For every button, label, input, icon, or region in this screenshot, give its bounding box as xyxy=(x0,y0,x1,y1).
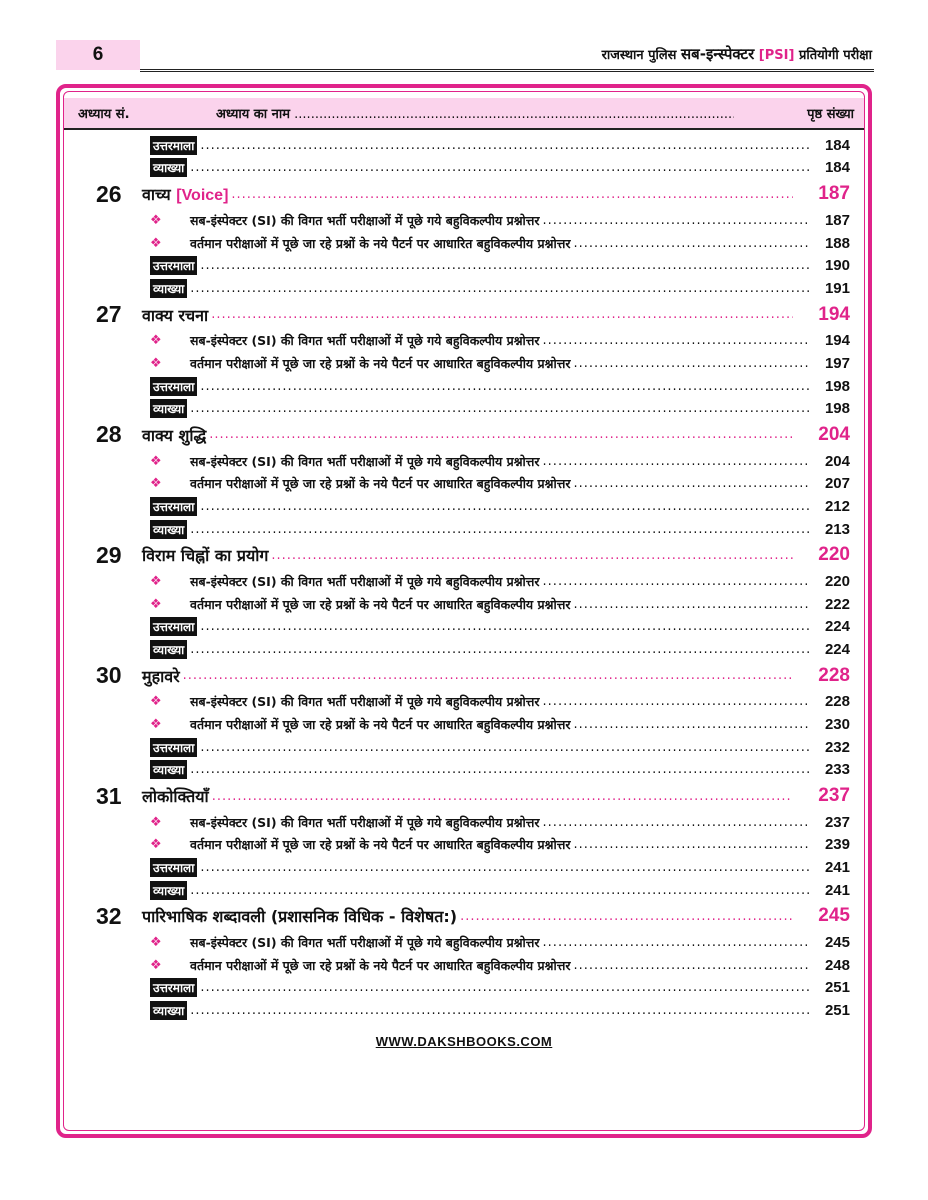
page-ref: 241 xyxy=(824,859,850,877)
table-of-contents xyxy=(96,134,850,1022)
header-rule xyxy=(140,69,874,72)
diamond-bullet-icon: ❖ xyxy=(150,333,162,349)
book-title-prefix: राजस्थान पुलिस xyxy=(601,48,677,63)
page-ref: 228 xyxy=(824,693,850,711)
page-ref: 251 xyxy=(824,1002,850,1020)
diamond-bullet-icon: ❖ xyxy=(150,212,162,228)
page-ref: 212 xyxy=(824,497,850,515)
toc-row-previous-exam-questions[interactable] xyxy=(96,811,850,834)
subtopic-label: वर्तमान परीक्षाओं में पूछे जा रहे प्रश्नों के नये पैटर्न पर आधारित बहुविकल्पीय प्रश्नोत्तर xyxy=(190,717,571,733)
page-ref: 190 xyxy=(824,257,850,275)
chapter-page: 204 xyxy=(818,423,850,445)
chapter-title xyxy=(142,785,209,807)
toc-row-new-pattern-questions[interactable] xyxy=(96,352,850,375)
toc-row-new-pattern-questions[interactable] xyxy=(96,473,850,496)
book-title-main: सब-इन्स्पेक्टर xyxy=(681,45,755,63)
diamond-bullet-icon: ❖ xyxy=(150,935,162,951)
chapter-number: 29 xyxy=(96,541,122,568)
dot-leader xyxy=(211,307,793,322)
chapter-title xyxy=(142,905,457,927)
dot-leader xyxy=(200,619,809,634)
explanation-tag: व्याख्या xyxy=(150,279,187,298)
dot-leader xyxy=(573,236,809,251)
chapter-title xyxy=(142,424,206,446)
subtopic-label: वर्तमान परीक्षाओं में पूछे जा रहे प्रश्नों के नये पैटर्न पर आधारित बहुविकल्पीय प्रश्नोत्तर xyxy=(190,837,571,853)
chapter-page: 194 xyxy=(818,303,850,325)
diamond-bullet-icon: ❖ xyxy=(150,355,162,371)
dot-leader xyxy=(190,160,809,175)
page-ref: 251 xyxy=(824,979,850,997)
chapter-heading[interactable] xyxy=(96,901,850,931)
page-ref: 245 xyxy=(824,934,850,952)
dot-leader xyxy=(212,789,793,804)
column-chapter-number: अध्याय सं. xyxy=(78,107,130,122)
dot-leader xyxy=(190,762,809,777)
toc-row-previous-exam-questions[interactable] xyxy=(96,450,850,473)
dot-leader xyxy=(231,187,793,202)
chapter-heading[interactable] xyxy=(96,661,850,691)
explanation-tag: व्याख्या xyxy=(150,760,187,779)
dot-leader xyxy=(543,815,809,830)
chapter-number: 28 xyxy=(96,421,122,448)
chapter-heading[interactable] xyxy=(96,781,850,811)
dot-leader xyxy=(200,379,809,394)
answers-tag: उत्तरमाला xyxy=(150,497,197,516)
chapter-page: 228 xyxy=(818,664,850,686)
chapter-title xyxy=(142,665,180,687)
dot-leader xyxy=(543,694,809,709)
dot-leader xyxy=(183,668,793,683)
page-number: 6 xyxy=(56,40,140,70)
dot-leader xyxy=(573,356,809,371)
page-ref: 184 xyxy=(824,159,850,177)
dot-leader xyxy=(460,909,793,924)
dot-leader xyxy=(271,548,793,563)
chapter-title-text: वाक्य शुद्धि xyxy=(142,425,207,445)
footer-url[interactable]: WWW.DAKSHBOOKS.COM xyxy=(375,1034,553,1049)
page-ref: 184 xyxy=(824,136,850,154)
chapter-heading[interactable] xyxy=(96,420,850,450)
toc-row-answers[interactable] xyxy=(96,134,850,157)
chapter-number: 27 xyxy=(96,301,122,328)
subtopic-label: सब-इंस्पेक्टर (SI) की विगत भर्ती परीक्षाओं में पूछे गये बहुविकल्पीय प्रश्नोत्तर xyxy=(190,694,540,710)
toc-row-previous-exam-questions[interactable] xyxy=(96,330,850,353)
page-header xyxy=(56,40,874,73)
column-header xyxy=(64,98,864,130)
dot-leader xyxy=(190,522,809,537)
dot-leader xyxy=(573,837,809,852)
subtopic-label: वर्तमान परीक्षाओं में पूछे जा रहे प्रश्नों के नये पैटर्न पर आधारित बहुविकल्पीय प्रश्नोत्तर xyxy=(190,957,571,973)
toc-row-answers[interactable] xyxy=(96,977,850,1000)
chapter-number: 31 xyxy=(96,782,122,809)
subtopic-label: सब-इंस्पेक्टर (SI) की विगत भर्ती परीक्षाओं में पूछे गये बहुविकल्पीय प्रश्नोत्तर xyxy=(190,574,540,590)
subtopic-label: वर्तमान परीक्षाओं में पूछे जा रहे प्रश्नों के नये पैटर्न पर आधारित बहुविकल्पीय प्रश्नोत्तर xyxy=(190,355,571,371)
toc-row-new-pattern-questions[interactable] xyxy=(96,232,850,255)
toc-row-explanation[interactable] xyxy=(96,758,850,781)
page-ref: 248 xyxy=(824,956,850,974)
explanation-tag: व्याख्या xyxy=(150,520,187,539)
chapter-title-text: पारिभाषिक शब्दावली (प्रशासनिक विधिक - विशेषत:) xyxy=(142,907,458,927)
dot-leader xyxy=(190,281,809,296)
page-ref: 197 xyxy=(824,354,850,372)
page-ref: 198 xyxy=(824,400,850,418)
page-ref: 233 xyxy=(824,761,850,779)
subtopic-label: सब-इंस्पेक्टर (SI) की विगत भर्ती परीक्षाओं में पूछे गये बहुविकल्पीय प्रश्नोत्तर xyxy=(190,453,540,469)
toc-row-new-pattern-questions[interactable] xyxy=(96,954,850,977)
diamond-bullet-icon: ❖ xyxy=(150,235,162,251)
toc-row-answers[interactable] xyxy=(96,495,850,518)
chapter-heading[interactable] xyxy=(96,179,850,209)
diamond-bullet-icon: ❖ xyxy=(150,814,162,830)
page-ref: 224 xyxy=(824,618,850,636)
toc-row-explanation[interactable] xyxy=(96,518,850,541)
subtopic-label: सब-इंस्पेक्टर (SI) की विगत भर्ती परीक्षाओं में पूछे गये बहुविकल्पीय प्रश्नोत्तर xyxy=(190,814,540,830)
chapter-page: 245 xyxy=(818,905,850,927)
toc-row-new-pattern-questions[interactable] xyxy=(96,713,850,736)
explanation-tag: व्याख्या xyxy=(150,640,187,659)
answers-tag: उत्तरमाला xyxy=(150,617,197,636)
toc-row-previous-exam-questions[interactable] xyxy=(96,209,850,232)
toc-row-explanation[interactable] xyxy=(96,999,850,1022)
page-ref: 207 xyxy=(824,475,850,493)
dot-leader xyxy=(543,213,809,228)
diamond-bullet-icon: ❖ xyxy=(150,476,162,492)
page-ref: 241 xyxy=(824,881,850,899)
dot-leader xyxy=(190,883,809,898)
chapter-title-text: लोकोक्तियाँ xyxy=(142,787,209,807)
toc-row-answers[interactable] xyxy=(96,736,850,759)
chapter-number: 32 xyxy=(96,902,122,929)
dot-leader xyxy=(543,454,809,469)
toc-row-explanation[interactable] xyxy=(96,638,850,661)
diamond-bullet-icon: ❖ xyxy=(150,453,162,469)
diamond-bullet-icon: ❖ xyxy=(150,574,162,590)
dot-leader xyxy=(190,1003,809,1018)
chapter-page: 187 xyxy=(818,183,850,205)
diamond-bullet-icon: ❖ xyxy=(150,596,162,612)
toc-row-previous-exam-questions[interactable] xyxy=(96,570,850,593)
explanation-tag: व्याख्या xyxy=(150,1001,187,1020)
subtopic-label: वर्तमान परीक्षाओं में पूछे जा रहे प्रश्नों के नये पैटर्न पर आधारित बहुविकल्पीय प्रश्नोत्तर xyxy=(190,235,571,251)
chapter-title xyxy=(142,183,228,205)
dot-leader xyxy=(543,333,809,348)
toc-row-new-pattern-questions[interactable] xyxy=(96,834,850,857)
chapter-page: 220 xyxy=(818,544,850,566)
book-title-tag: [PSI] xyxy=(758,48,795,63)
page-ref: 232 xyxy=(824,738,850,756)
chapter-title xyxy=(142,544,268,566)
explanation-tag: व्याख्या xyxy=(150,399,187,418)
column-page-number: पृष्ठ संख्या xyxy=(803,104,854,122)
page-ref: 191 xyxy=(824,279,850,297)
book-title-suffix: प्रतियोगी परीक्षा xyxy=(798,48,872,63)
dot-leader xyxy=(209,427,793,442)
dot-leader xyxy=(200,499,809,514)
subtopic-label: सब-इंस्पेक्टर (SI) की विगत भर्ती परीक्षाओं में पूछे गये बहुविकल्पीय प्रश्नोत्तर xyxy=(190,212,540,228)
dot-leader xyxy=(543,935,809,950)
answers-tag: उत्तरमाला xyxy=(150,256,197,275)
dot-leader xyxy=(190,642,809,657)
toc-row-previous-exam-questions[interactable] xyxy=(96,931,850,954)
page-ref: 237 xyxy=(824,813,850,831)
page-ref: 239 xyxy=(824,836,850,854)
page-ref: 222 xyxy=(824,595,850,613)
page-ref: 213 xyxy=(824,520,850,538)
explanation-tag: व्याख्या xyxy=(150,881,187,900)
chapter-heading[interactable] xyxy=(96,300,850,330)
chapter-page: 237 xyxy=(818,785,850,807)
toc-row-explanation[interactable] xyxy=(96,277,850,300)
chapter-title-english: [Voice] xyxy=(176,187,229,205)
toc-row-explanation[interactable] xyxy=(96,157,850,180)
chapter-heading[interactable] xyxy=(96,540,850,570)
diamond-bullet-icon: ❖ xyxy=(150,957,162,973)
dot-leader xyxy=(573,476,809,491)
dot-leader xyxy=(200,258,809,273)
page-ref: 220 xyxy=(824,573,850,591)
dot-leader xyxy=(200,138,809,153)
page-ref: 187 xyxy=(824,211,850,229)
chapter-number: 30 xyxy=(96,662,122,689)
answers-tag: उत्तरमाला xyxy=(150,377,197,396)
subtopic-label: वर्तमान परीक्षाओं में पूछे जा रहे प्रश्नों के नये पैटर्न पर आधारित बहुविकल्पीय प्रश्नोत्तर xyxy=(190,596,571,612)
diamond-bullet-icon: ❖ xyxy=(150,717,162,733)
page-ref: 194 xyxy=(824,332,850,350)
diamond-bullet-icon: ❖ xyxy=(150,837,162,853)
explanation-tag: व्याख्या xyxy=(150,158,187,177)
toc-row-explanation[interactable] xyxy=(96,397,850,420)
subtopic-label: सब-इंस्पेक्टर (SI) की विगत भर्ती परीक्षाओं में पूछे गये बहुविकल्पीय प्रश्नोत्तर xyxy=(190,333,540,349)
page-ref: 198 xyxy=(824,377,850,395)
dot-leader xyxy=(573,717,809,732)
book-title xyxy=(602,44,872,64)
answers-tag: उत्तरमाला xyxy=(150,858,197,877)
column-chapter-name: अध्याय का नाम ..... xyxy=(216,104,734,122)
chapter-title-text: मुहावरे xyxy=(142,666,180,686)
dot-leader xyxy=(200,980,809,995)
answers-tag: उत्तरमाला xyxy=(150,978,197,997)
dot-leader xyxy=(200,740,809,755)
dot-leader xyxy=(573,597,809,612)
dot-leader xyxy=(190,401,809,416)
chapter-title-text: वाच्य xyxy=(142,185,171,205)
dot-leader xyxy=(200,860,809,875)
chapter-title-text: वाक्य रचना xyxy=(142,305,209,325)
subtopic-label: वर्तमान परीक्षाओं में पूछे जा रहे प्रश्नों के नये पैटर्न पर आधारित बहुविकल्पीय प्रश्नोत्तर xyxy=(190,476,571,492)
diamond-bullet-icon: ❖ xyxy=(150,694,162,710)
toc-row-answers[interactable] xyxy=(96,856,850,879)
page-ref: 224 xyxy=(824,640,850,658)
chapter-title xyxy=(142,304,208,326)
answers-tag: उत्तरमाला xyxy=(150,136,197,155)
page-ref: 230 xyxy=(824,716,850,734)
toc-row-answers[interactable] xyxy=(96,616,850,639)
footer xyxy=(0,1031,928,1050)
dot-leader xyxy=(573,958,809,973)
toc-row-answers[interactable] xyxy=(96,375,850,398)
chapter-title-text: विराम चिह्नों का प्रयोग xyxy=(142,546,269,566)
answers-tag: उत्तरमाला xyxy=(150,738,197,757)
chapter-number: 26 xyxy=(96,180,122,207)
subtopic-label: सब-इंस्पेक्टर (SI) की विगत भर्ती परीक्षाओं में पूछे गये बहुविकल्पीय प्रश्नोत्तर xyxy=(190,935,540,951)
toc-row-new-pattern-questions[interactable] xyxy=(96,593,850,616)
toc-row-explanation[interactable] xyxy=(96,879,850,902)
toc-row-previous-exam-questions[interactable] xyxy=(96,691,850,714)
page-ref: 188 xyxy=(824,234,850,252)
page-ref: 204 xyxy=(824,452,850,470)
dot-leader xyxy=(543,574,809,589)
toc-row-answers[interactable] xyxy=(96,254,850,277)
